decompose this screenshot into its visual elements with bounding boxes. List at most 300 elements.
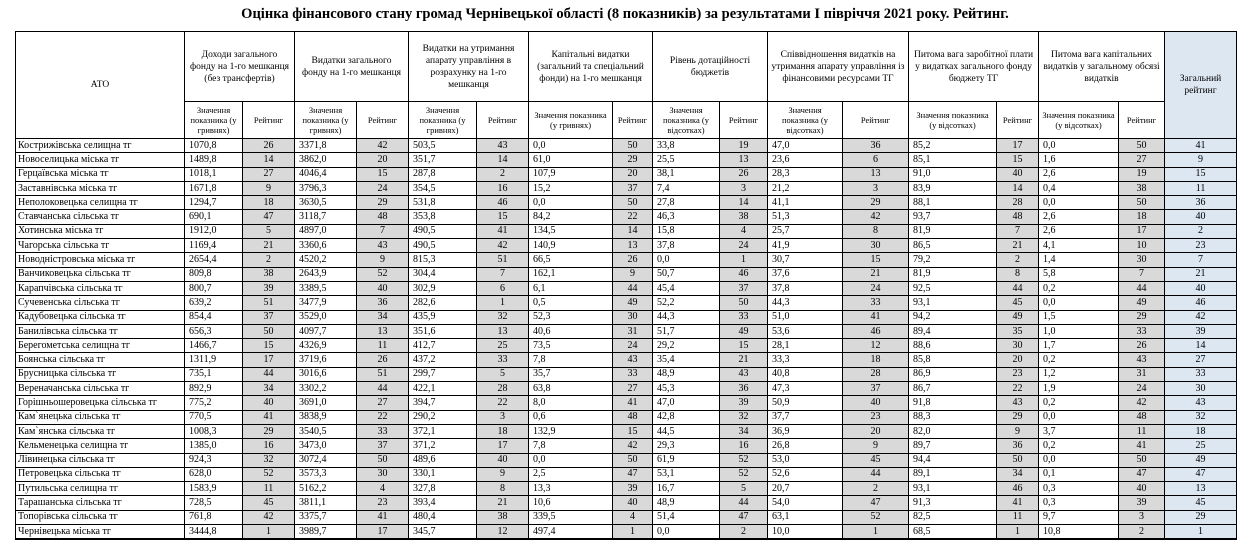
rank-cell: 15 [720, 339, 768, 353]
rank-cell: 9 [243, 181, 295, 195]
rank-cell: 47 [243, 210, 295, 224]
rank-cell: 3 [1119, 510, 1165, 524]
value-cell: 37,7 [768, 410, 843, 424]
value-cell: 800,7 [185, 281, 243, 295]
rank-cell: 44 [1119, 281, 1165, 295]
value-cell: 2,6 [1039, 224, 1119, 238]
value-cell: 93,1 [909, 482, 997, 496]
rank-cell: 7 [357, 224, 409, 238]
rank-cell: 46 [477, 196, 529, 210]
rank-cell: 50 [720, 296, 768, 310]
ato-name-cell: Чагорська сільська тг [16, 239, 185, 253]
rank-cell: 7 [1119, 267, 1165, 281]
value-subheader: Значення показника (у відсотках) [653, 102, 720, 139]
total-rating-cell: 33 [1165, 367, 1237, 381]
indicator-header: Доходи загального фонду на 1-го мешканця (без трансфертів) [185, 32, 295, 102]
value-cell: 83,9 [909, 181, 997, 195]
rank-cell: 36 [997, 439, 1039, 453]
value-cell: 79,2 [909, 253, 997, 267]
rank-cell: 26 [613, 253, 653, 267]
value-cell: 351,7 [409, 153, 477, 167]
value-cell: 7,8 [529, 353, 613, 367]
rank-cell: 17 [243, 353, 295, 367]
value-cell: 0,0 [653, 253, 720, 267]
rank-cell: 52 [843, 510, 909, 524]
value-cell: 73,5 [529, 339, 613, 353]
value-cell: 1169,4 [185, 239, 243, 253]
value-cell: 91,8 [909, 396, 997, 410]
value-cell: 47,0 [768, 139, 843, 153]
value-cell: 1,2 [1039, 367, 1119, 381]
value-subheader: Значення показника (у відсотках) [909, 102, 997, 139]
value-cell: 1583,9 [185, 482, 243, 496]
rank-cell: 6 [477, 281, 529, 295]
rank-cell: 21 [720, 353, 768, 367]
rank-cell: 40 [1119, 482, 1165, 496]
rank-cell: 1 [720, 253, 768, 267]
value-cell: 92,5 [909, 281, 997, 295]
rank-cell: 34 [720, 424, 768, 438]
value-cell: 0,0 [1039, 196, 1119, 210]
value-cell: 3302,2 [295, 382, 357, 396]
value-cell: 48,9 [653, 496, 720, 510]
value-cell: 3573,3 [295, 467, 357, 481]
table-row [16, 339, 1237, 353]
rank-cell: 40 [843, 396, 909, 410]
rank-cell: 49 [997, 310, 1039, 324]
rank-cell: 10 [1119, 239, 1165, 253]
indicator-header: Питома вага капітальних видатків у загальному обсязі видатків [1039, 32, 1165, 102]
rank-cell: 29 [1119, 310, 1165, 324]
rank-cell: 50 [613, 196, 653, 210]
rank-cell: 9 [843, 439, 909, 453]
value-cell: 48,9 [653, 367, 720, 381]
rank-cell: 23 [997, 367, 1039, 381]
table-row [16, 410, 1237, 424]
value-cell: 372,1 [409, 424, 477, 438]
value-cell: 25,7 [768, 224, 843, 238]
rank-cell: 48 [613, 410, 653, 424]
rank-cell: 30 [997, 339, 1039, 353]
value-cell: 68,5 [909, 525, 997, 540]
page-title: Оцінка фінансового стану громад Чернівецької області (8 показників) за результатами І півріччя 2021 року. Рейтинг. [241, 6, 1009, 22]
value-cell: 88,3 [909, 410, 997, 424]
ato-name-cell: Карапчівська сільська тг [16, 281, 185, 295]
value-cell: 51,0 [768, 310, 843, 324]
rank-cell: 43 [720, 367, 768, 381]
rank-cell: 35 [997, 324, 1039, 338]
ato-name-cell: Заставнівська міська тг [16, 181, 185, 195]
value-cell: 35,7 [529, 367, 613, 381]
rank-cell: 2 [477, 167, 529, 181]
value-cell: 51,3 [768, 210, 843, 224]
value-cell: 44,5 [653, 424, 720, 438]
value-cell: 393,4 [409, 496, 477, 510]
rank-cell: 13 [843, 167, 909, 181]
value-cell: 33,3 [768, 353, 843, 367]
rank-cell: 9 [357, 253, 409, 267]
rank-cell: 27 [357, 396, 409, 410]
value-cell: 503,5 [409, 139, 477, 153]
rank-cell: 8 [843, 224, 909, 238]
rank-cell: 52 [720, 453, 768, 467]
rank-cell: 47 [1119, 467, 1165, 481]
value-cell: 66,5 [529, 253, 613, 267]
value-cell: 37,8 [653, 239, 720, 253]
total-rating-cell: 45 [1165, 496, 1237, 510]
value-cell: 0,0 [1039, 410, 1119, 424]
rank-cell: 43 [477, 139, 529, 153]
rank-cell: 24 [720, 239, 768, 253]
rank-cell: 50 [997, 453, 1039, 467]
value-cell: 351,6 [409, 324, 477, 338]
rank-cell: 43 [997, 396, 1039, 410]
value-cell: 9,7 [1039, 510, 1119, 524]
value-cell: 1671,8 [185, 181, 243, 195]
total-rating-cell: 41 [1165, 139, 1237, 153]
value-cell: 27,8 [653, 196, 720, 210]
rank-cell: 39 [1119, 496, 1165, 510]
rank-cell: 5 [243, 224, 295, 238]
value-cell: 86,9 [909, 367, 997, 381]
value-cell: 0,0 [1039, 296, 1119, 310]
rank-cell: 44 [357, 382, 409, 396]
value-cell: 53,1 [653, 467, 720, 481]
value-cell: 40,6 [529, 324, 613, 338]
rank-cell: 17 [997, 139, 1039, 153]
value-cell: 3811,1 [295, 496, 357, 510]
table-row [16, 310, 1237, 324]
rank-cell: 43 [613, 353, 653, 367]
value-cell: 37,6 [768, 267, 843, 281]
value-cell: 3360,6 [295, 239, 357, 253]
value-cell: 0,0 [653, 525, 720, 540]
table-row [16, 167, 1237, 181]
value-cell: 47,3 [768, 382, 843, 396]
rank-subheader: Рейтинг [997, 102, 1039, 139]
rank-cell: 52 [720, 467, 768, 481]
table-row [16, 210, 1237, 224]
rank-cell: 21 [477, 496, 529, 510]
rank-cell: 46 [843, 324, 909, 338]
total-rating-cell: 32 [1165, 410, 1237, 424]
value-cell: 1466,7 [185, 339, 243, 353]
table-row [16, 439, 1237, 453]
value-cell: 290,2 [409, 410, 477, 424]
rank-cell: 51 [357, 367, 409, 381]
rank-cell: 14 [243, 153, 295, 167]
value-cell: 94,2 [909, 310, 997, 324]
rank-cell: 20 [843, 424, 909, 438]
rank-cell: 37 [357, 439, 409, 453]
value-cell: 5,8 [1039, 267, 1119, 281]
value-cell: 0,3 [1039, 496, 1119, 510]
rank-cell: 9 [477, 467, 529, 481]
total-rating-cell: 49 [1165, 453, 1237, 467]
value-cell: 82,0 [909, 424, 997, 438]
rank-cell: 9 [613, 267, 653, 281]
value-cell: 1311,9 [185, 353, 243, 367]
value-cell: 304,4 [409, 267, 477, 281]
rank-cell: 13 [613, 239, 653, 253]
value-cell: 29,3 [653, 439, 720, 453]
value-cell: 16,7 [653, 482, 720, 496]
total-rating-header: Загальний рейтинг [1165, 32, 1237, 139]
rank-cell: 36 [357, 296, 409, 310]
table-row [16, 482, 1237, 496]
value-cell: 3989,7 [295, 525, 357, 540]
rank-cell: 40 [243, 396, 295, 410]
rank-cell: 42 [843, 210, 909, 224]
value-cell: 412,7 [409, 339, 477, 353]
rank-cell: 36 [720, 382, 768, 396]
rank-cell: 20 [613, 167, 653, 181]
rank-cell: 39 [243, 281, 295, 295]
value-cell: 81,9 [909, 224, 997, 238]
value-cell: 628,0 [185, 467, 243, 481]
value-cell: 0,2 [1039, 281, 1119, 295]
ato-name-cell: Брусницька сільська тг [16, 367, 185, 381]
rank-cell: 15 [477, 210, 529, 224]
rank-cell: 16 [720, 439, 768, 453]
total-rating-cell: 39 [1165, 324, 1237, 338]
rank-cell: 40 [997, 167, 1039, 181]
table-row [16, 196, 1237, 210]
rank-cell: 32 [720, 410, 768, 424]
rank-cell: 41 [997, 496, 1039, 510]
total-rating-cell: 23 [1165, 239, 1237, 253]
value-cell: 140,9 [529, 239, 613, 253]
value-cell: 4,1 [1039, 239, 1119, 253]
value-cell: 52,6 [768, 467, 843, 481]
rank-cell: 46 [997, 482, 1039, 496]
table-row [16, 324, 1237, 338]
value-cell: 7,4 [653, 181, 720, 195]
ato-name-cell: Вереначанська сільська тг [16, 382, 185, 396]
value-cell: 36,9 [768, 424, 843, 438]
value-cell: 3375,7 [295, 510, 357, 524]
value-cell: 0,1 [1039, 467, 1119, 481]
rank-cell: 37 [613, 181, 653, 195]
rank-cell: 23 [357, 496, 409, 510]
table-row [16, 510, 1237, 524]
ato-name-cell: Путильська селищна тг [16, 482, 185, 496]
rank-cell: 7 [997, 224, 1039, 238]
rank-cell: 14 [613, 224, 653, 238]
rank-cell: 33 [1119, 324, 1165, 338]
ato-name-cell: Герцаївська міська тг [16, 167, 185, 181]
ato-name-cell: Кам`янська сільська тг [16, 424, 185, 438]
rank-cell: 29 [613, 153, 653, 167]
table-row [16, 267, 1237, 281]
rank-cell: 28 [843, 367, 909, 381]
rank-cell: 39 [613, 482, 653, 496]
rank-cell: 3 [477, 410, 529, 424]
value-cell: 88,1 [909, 196, 997, 210]
rank-cell: 12 [477, 525, 529, 540]
value-cell: 924,3 [185, 453, 243, 467]
value-cell: 38,1 [653, 167, 720, 181]
table-row [16, 224, 1237, 238]
table-row [16, 296, 1237, 310]
value-cell: 3473,0 [295, 439, 357, 453]
value-cell: 61,9 [653, 453, 720, 467]
value-cell: 52,3 [529, 310, 613, 324]
rank-cell: 2 [720, 525, 768, 540]
value-cell: 437,2 [409, 353, 477, 367]
value-cell: 490,5 [409, 239, 477, 253]
value-cell: 35,4 [653, 353, 720, 367]
value-cell: 1294,7 [185, 196, 243, 210]
rank-cell: 49 [720, 324, 768, 338]
value-cell: 42,8 [653, 410, 720, 424]
total-rating-cell: 14 [1165, 339, 1237, 353]
value-cell: 1,6 [1039, 153, 1119, 167]
value-cell: 86,7 [909, 382, 997, 396]
value-cell: 4046,4 [295, 167, 357, 181]
total-rating-cell: 9 [1165, 153, 1237, 167]
value-cell: 0,2 [1039, 396, 1119, 410]
indicator-header: Видатки на утримання апарату управління в розрахунку на 1-го мешканця [409, 32, 529, 102]
rank-cell: 47 [613, 467, 653, 481]
value-cell: 2654,4 [185, 253, 243, 267]
rank-cell: 4 [613, 510, 653, 524]
rank-cell: 34 [243, 382, 295, 396]
value-cell: 53,0 [768, 453, 843, 467]
ato-name-cell: Чернівецька міська тг [16, 525, 185, 540]
value-cell: 770,5 [185, 410, 243, 424]
value-cell: 4897,0 [295, 224, 357, 238]
rank-cell: 14 [477, 153, 529, 167]
rank-cell: 15 [243, 339, 295, 353]
rank-cell: 15 [613, 424, 653, 438]
value-cell: 3540,5 [295, 424, 357, 438]
table-row [16, 382, 1237, 396]
rank-cell: 46 [720, 267, 768, 281]
rank-cell: 15 [997, 153, 1039, 167]
value-cell: 63,1 [768, 510, 843, 524]
value-cell: 1,9 [1039, 382, 1119, 396]
rank-cell: 26 [357, 353, 409, 367]
value-cell: 8,0 [529, 396, 613, 410]
rank-cell: 7 [477, 267, 529, 281]
rank-subheader: Рейтинг [843, 102, 909, 139]
table-row [16, 353, 1237, 367]
total-rating-cell: 13 [1165, 482, 1237, 496]
value-cell: 93,7 [909, 210, 997, 224]
indicator-header: Капітальні видатки (загальний та спеціальний фонди) на 1-го мешканця [529, 32, 653, 102]
rank-cell: 13 [357, 324, 409, 338]
table-body [16, 139, 1237, 540]
value-cell: 4520,2 [295, 253, 357, 267]
ato-name-cell: Кам`янецька сільська тг [16, 410, 185, 424]
rank-cell: 43 [357, 239, 409, 253]
value-cell: 639,2 [185, 296, 243, 310]
rank-cell: 50 [1119, 196, 1165, 210]
rank-cell: 48 [357, 210, 409, 224]
ato-name-cell: Кельменецька селищна тг [16, 439, 185, 453]
rank-cell: 15 [843, 253, 909, 267]
value-cell: 892,9 [185, 382, 243, 396]
value-cell: 52,2 [653, 296, 720, 310]
value-cell: 37,8 [768, 281, 843, 295]
table-row [16, 153, 1237, 167]
ato-header: АТО [16, 32, 185, 139]
rank-cell: 41 [843, 310, 909, 324]
value-cell: 735,1 [185, 367, 243, 381]
value-cell: 299,7 [409, 367, 477, 381]
total-rating-cell: 7 [1165, 253, 1237, 267]
rank-cell: 40 [613, 496, 653, 510]
value-subheader: Значення показника (у гривнях) [529, 102, 613, 139]
rank-cell: 32 [477, 310, 529, 324]
value-cell: 10,0 [768, 525, 843, 540]
rank-cell: 41 [357, 510, 409, 524]
value-cell: 33,8 [653, 139, 720, 153]
rank-cell: 41 [613, 396, 653, 410]
rank-cell: 31 [613, 324, 653, 338]
rank-cell: 15 [357, 167, 409, 181]
table-row [16, 525, 1237, 540]
rank-cell: 40 [477, 453, 529, 467]
indicator-header: Видатки загального фонду на 1-го мешканця [295, 32, 409, 102]
value-cell: 3838,9 [295, 410, 357, 424]
rank-cell: 45 [843, 453, 909, 467]
rank-cell: 36 [843, 139, 909, 153]
rank-cell: 49 [1119, 296, 1165, 310]
rank-cell: 22 [357, 410, 409, 424]
rank-cell: 3 [720, 181, 768, 195]
table-row [16, 453, 1237, 467]
rank-cell: 33 [477, 353, 529, 367]
value-cell: 50,7 [653, 267, 720, 281]
value-cell: 20,7 [768, 482, 843, 496]
rank-cell: 19 [1119, 167, 1165, 181]
rank-cell: 50 [1119, 453, 1165, 467]
rank-subheader: Рейтинг [357, 102, 409, 139]
rank-cell: 8 [997, 267, 1039, 281]
value-cell: 4326,9 [295, 339, 357, 353]
total-rating-cell: 47 [1165, 467, 1237, 481]
value-cell: 51,7 [653, 324, 720, 338]
value-cell: 1912,0 [185, 224, 243, 238]
value-cell: 40,8 [768, 367, 843, 381]
value-cell: 1008,3 [185, 424, 243, 438]
rank-cell: 41 [1119, 439, 1165, 453]
indicator-header: Співвідношення видатків на утримання апарату управління із фінансовими ресурсами ТГ [768, 32, 909, 102]
value-cell: 809,8 [185, 267, 243, 281]
value-cell: 1,7 [1039, 339, 1119, 353]
total-rating-cell: 40 [1165, 210, 1237, 224]
value-cell: 23,6 [768, 153, 843, 167]
total-rating-cell: 2 [1165, 224, 1237, 238]
value-cell: 107,9 [529, 167, 613, 181]
rank-cell: 50 [613, 139, 653, 153]
value-cell: 51,4 [653, 510, 720, 524]
rank-cell: 38 [243, 267, 295, 281]
rank-cell: 44 [720, 496, 768, 510]
value-cell: 41,9 [768, 239, 843, 253]
rank-cell: 28 [477, 382, 529, 396]
value-cell: 815,3 [409, 253, 477, 267]
rank-cell: 31 [1119, 367, 1165, 381]
rank-cell: 29 [843, 196, 909, 210]
rank-cell: 25 [477, 339, 529, 353]
value-cell: 1,5 [1039, 310, 1119, 324]
value-cell: 2643,9 [295, 267, 357, 281]
value-subheader: Значення показника (у гривнях) [409, 102, 477, 139]
value-cell: 490,5 [409, 224, 477, 238]
